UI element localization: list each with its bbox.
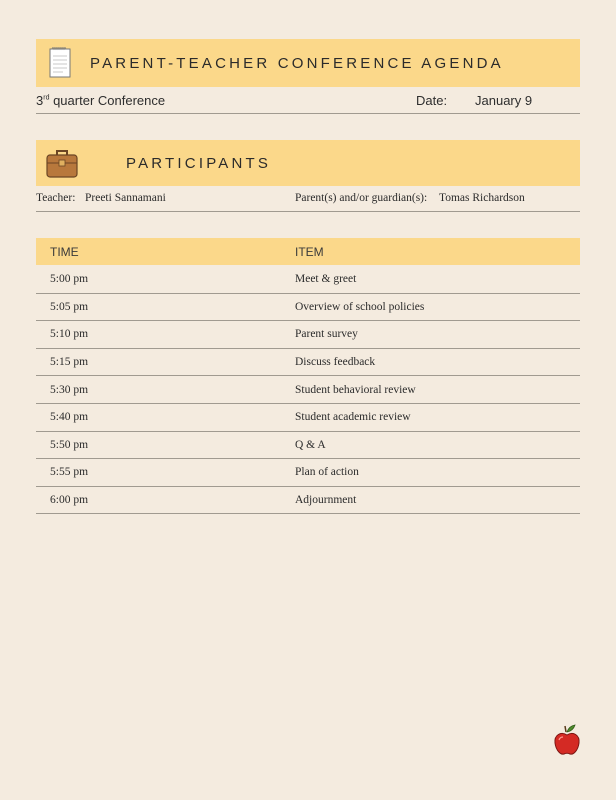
row-time: 5:15 pm	[36, 348, 295, 376]
quarter-text: quarter Conference	[49, 93, 166, 108]
row-item: Student academic review	[295, 403, 580, 431]
row-item: Discuss feedback	[295, 348, 580, 376]
parent-name: Tomas Richardson	[439, 192, 525, 204]
table-row	[36, 459, 580, 487]
parent-label: Parent(s) and/or guardian(s):	[295, 192, 428, 204]
meta-divider	[36, 113, 580, 114]
row-time: 5:30 pm	[36, 376, 295, 404]
row-time: 5:55 pm	[36, 459, 295, 487]
row-item: Adjournment	[295, 486, 580, 514]
participants-band	[36, 140, 580, 186]
quarter-label	[36, 93, 165, 108]
table-row	[36, 348, 580, 376]
participants-divider	[36, 211, 580, 212]
row-time: 5:05 pm	[36, 293, 295, 321]
date-value: January 9	[475, 93, 533, 108]
table-row	[36, 266, 580, 293]
table-row	[36, 376, 580, 404]
row-item: Overview of school policies	[295, 293, 580, 321]
teacher-name: Preeti Sannamani	[85, 192, 166, 204]
quarter-suffix: rd	[43, 94, 50, 102]
row-item: Plan of action	[295, 459, 580, 487]
notepad-icon	[49, 46, 71, 83]
date-label: Date:	[416, 93, 448, 108]
row-time: 6:00 pm	[36, 486, 295, 514]
table-row	[36, 293, 580, 321]
table-row	[36, 431, 580, 459]
table-row	[36, 403, 580, 431]
row-item: Parent survey	[295, 321, 580, 349]
row-item: Q & A	[295, 431, 580, 459]
table-row	[36, 321, 580, 349]
row-time: 5:00 pm	[36, 266, 295, 293]
title-band	[36, 39, 580, 87]
quarter-number: 3	[36, 93, 44, 108]
row-time: 5:10 pm	[36, 321, 295, 349]
agenda-header	[36, 238, 580, 265]
row-item: Meet & greet	[295, 266, 580, 293]
col-header-item: ITEM	[295, 245, 324, 259]
briefcase-icon	[45, 147, 79, 184]
participants-title: PARTICIPANTS	[126, 154, 272, 172]
agenda-table	[36, 266, 580, 514]
apple-icon	[552, 723, 582, 762]
row-item: Student behavioral review	[295, 376, 580, 404]
page-title: PARENT-TEACHER CONFERENCE AGENDA	[90, 54, 504, 72]
row-time: 5:50 pm	[36, 431, 295, 459]
teacher-label: Teacher:	[36, 192, 76, 204]
row-time: 5:40 pm	[36, 403, 295, 431]
col-header-time: TIME	[50, 245, 79, 259]
table-row	[36, 486, 580, 514]
